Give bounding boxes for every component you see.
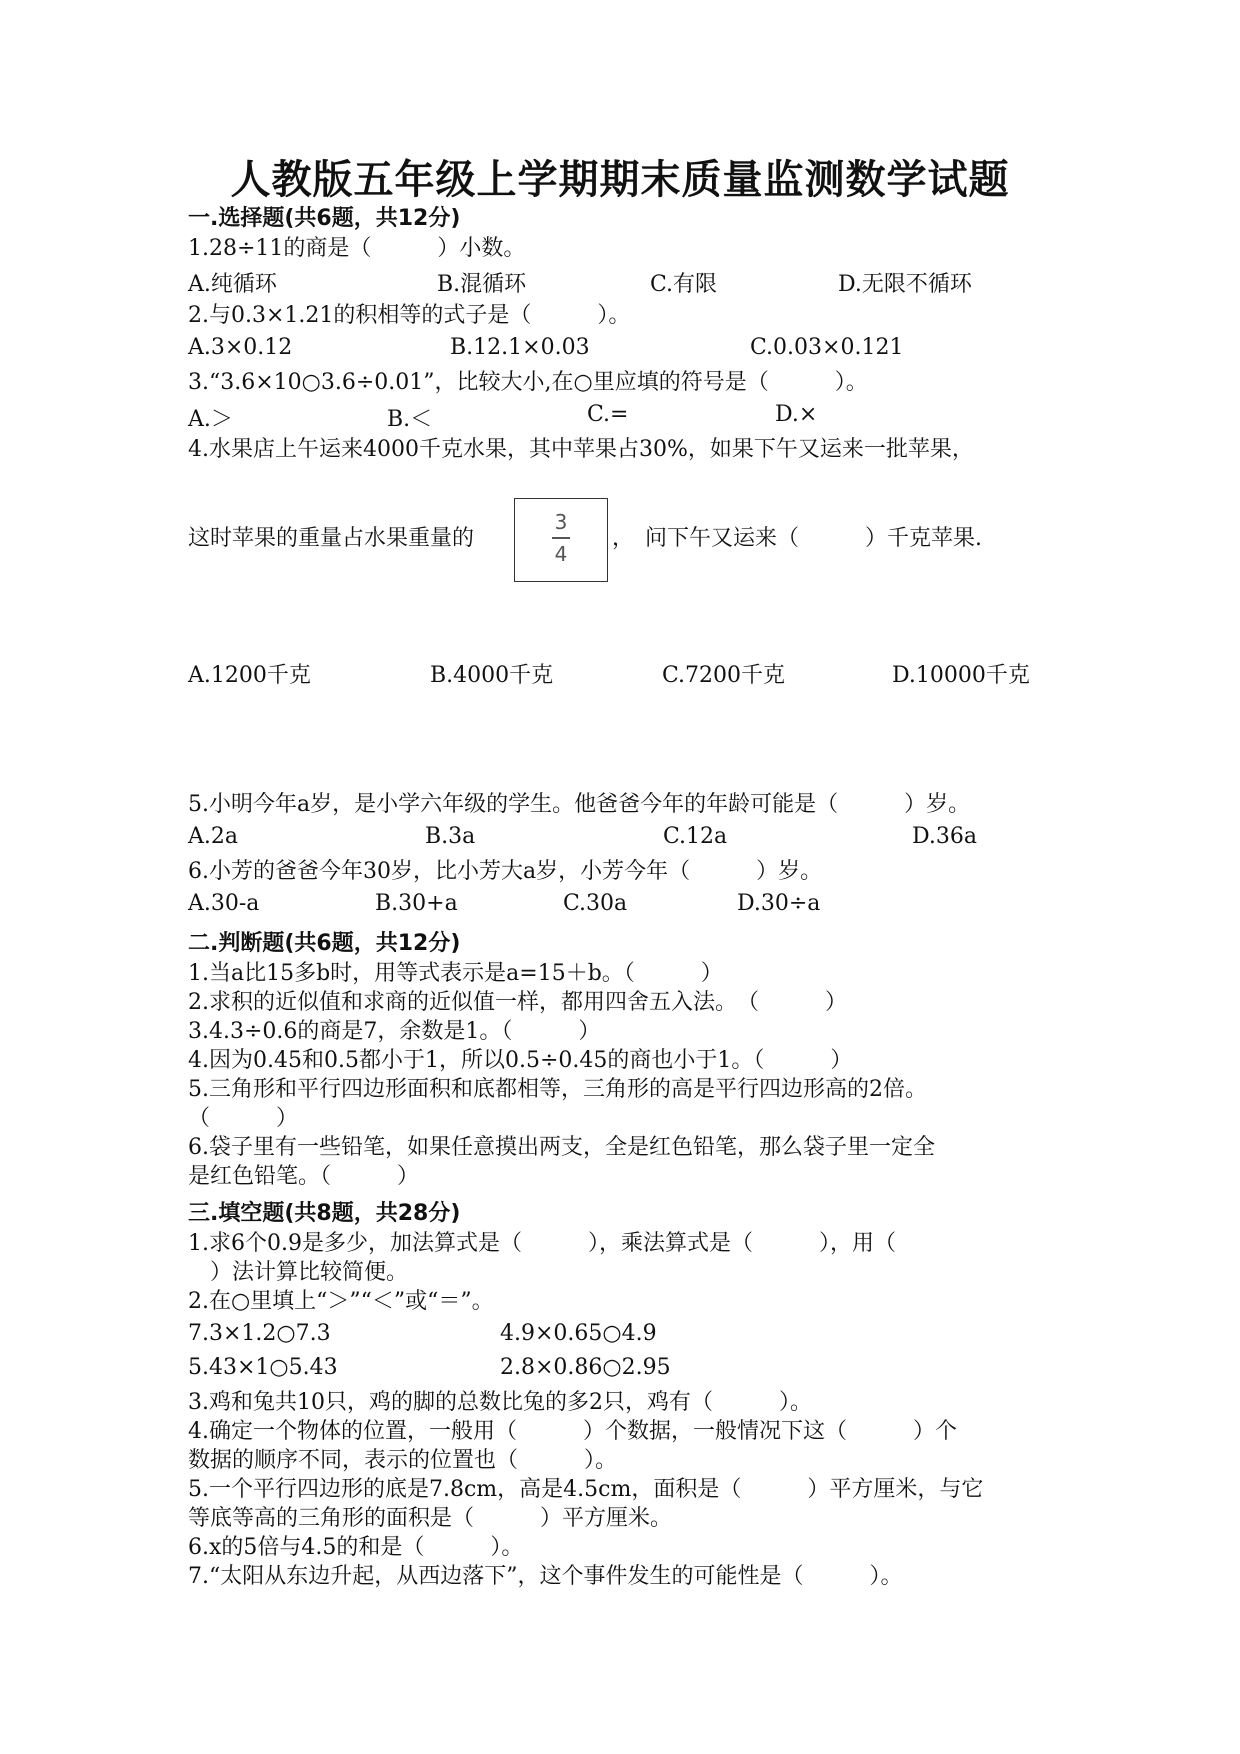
compare-expression: 2.8×0.86○2.95 — [500, 1355, 671, 1380]
option-b: B.4000千克 — [430, 663, 554, 688]
question-1-text: 1.28÷11的商是（ ）小数。 — [188, 236, 526, 261]
judge-item-continued: （ ） — [188, 1106, 299, 1131]
option-b: B.3a — [425, 824, 476, 849]
option-a: A.30-a — [188, 891, 260, 916]
option-d: D.× — [775, 402, 818, 427]
option-a: A.3×0.12 — [188, 335, 293, 360]
judge-item: 6.袋子里有一些铅笔，如果任意摸出两支，全是红色铅笔，那么袋子里一定全 — [188, 1135, 935, 1160]
fill-item-4: 4.确定一个物体的位置，一般用（ ）个数据，一般情况下这（ ）个 — [188, 1419, 957, 1444]
question-3-text: 3.“3.6×10○3.6÷0.01”，比较大小,在○里应填的符号是（ ）。 — [188, 370, 868, 395]
fill-item-5: 5.一个平行四边形的底是7.8cm，高是4.5cm，面积是（ ）平方厘米，与它 — [188, 1477, 984, 1502]
question-4-text-line2a: 这时苹果的重量占水果重量的 — [188, 526, 475, 551]
question-5-text: 5.小明今年a岁，是小学六年级的学生。他爸爸今年的年龄可能是（ ）岁。 — [188, 792, 971, 817]
judge-item: 1.当a比15多b时，用等式表示是a=15＋b。（ ） — [188, 961, 723, 986]
judge-item: 2.求积的近似值和求商的近似值一样，都用四舍五入法。 （ ） — [188, 990, 847, 1015]
fill-item-6: 6.x的5倍与4.5的和是（ ）。 — [188, 1535, 524, 1560]
question-2-options — [0, 335, 1240, 365]
option-a: A.1200千克 — [188, 663, 311, 688]
option-d: D.36a — [912, 824, 977, 849]
fill-item-4-continued: 数据的顺序不同，表示的位置也（ ）。 — [188, 1448, 618, 1473]
question-1-options — [0, 267, 1240, 297]
fraction — [515, 509, 607, 567]
question-4-text-line1: 4.水果店上午运来4000千克水果，其中苹果占30%，如果下午又运来一批苹果， — [188, 437, 974, 462]
fill-item-3: 3.鸡和兔共10只，鸡的脚的总数比兔的多2只，鸡有（ ）。 — [188, 1390, 812, 1415]
option-a: A.纯循环 — [188, 272, 277, 297]
fraction-numerator: 3 — [554, 510, 568, 534]
option-d: D.无限不循环 — [838, 272, 972, 297]
judge-item: 4.因为0.45和0.5都小于1，所以0.5÷0.45的商也小于1。（ ） — [188, 1048, 853, 1073]
fill-item-2-row1 — [0, 1321, 1240, 1351]
question-4-options — [0, 658, 1240, 688]
option-c: C.30a — [563, 891, 628, 916]
question-5-options — [0, 824, 1240, 854]
page-title: 人教版五年级上学期期末质量监测数学试题 — [230, 157, 1010, 203]
fill-item-7: 7.“太阳从东边升起，从西边落下”，这个事件发生的可能性是（ ）。 — [188, 1564, 903, 1589]
question-6-options — [0, 891, 1240, 921]
fraction-bar — [552, 537, 570, 539]
option-b: B.12.1×0.03 — [450, 335, 590, 360]
option-d: D.10000千克 — [892, 663, 1030, 688]
fill-item-2-row2 — [0, 1355, 1240, 1385]
option-c: C.7200千克 — [662, 663, 786, 688]
option-c: C.0.03×0.121 — [750, 335, 904, 360]
question-6-text: 6.小芳的爸爸今年30岁，比小芳大a岁，小芳今年（ ）岁。 — [188, 859, 823, 884]
fraction-image — [514, 498, 608, 582]
section-heading-choice: 一.选择题(共6题，共12分) — [188, 206, 461, 231]
compare-expression: 4.9×0.65○4.9 — [500, 1321, 657, 1346]
option-c: C.= — [587, 402, 629, 427]
fill-item-1-continued: ）法计算比较简便。 — [188, 1260, 409, 1285]
question-3-options — [0, 402, 1240, 432]
option-b: B.30+a — [375, 891, 458, 916]
option-d: D.30÷a — [737, 891, 821, 916]
option-a: A.2a — [188, 824, 238, 849]
fill-item-5-continued: 等底等高的三角形的面积是（ ）平方厘米。 — [188, 1506, 673, 1531]
judge-item: 5.三角形和平行四边形面积和底都相等，三角形的高是平行四边形高的2倍。 — [188, 1077, 927, 1102]
fill-item-2: 2.在○里填上“＞”“＜”或“＝”。 — [188, 1289, 494, 1314]
option-b: B.＜ — [387, 407, 433, 432]
fill-item-1: 1.求6个0.9是多少，加法算式是（ ），乘法算式是（ ），用（ — [188, 1231, 896, 1256]
question-4-text-line2b: ， 问下午又运来（ ）千克苹果. — [612, 526, 982, 551]
judge-item: 3.4.3÷0.6的商是7，余数是1。（ ） — [188, 1019, 601, 1044]
compare-expression: 5.43×1○5.43 — [188, 1355, 338, 1380]
fraction-denominator: 4 — [554, 541, 568, 566]
section-heading-fill: 三.填空题(共8题，共28分) — [188, 1201, 461, 1226]
compare-expression: 7.3×1.2○7.3 — [188, 1321, 331, 1346]
option-b: B.混循环 — [437, 272, 527, 297]
option-c: C.有限 — [650, 272, 718, 297]
question-2-text: 2.与0.3×1.21的积相等的式子是（ ）。 — [188, 303, 631, 328]
option-a: A.＞ — [188, 407, 233, 432]
section-heading-judge: 二.判断题(共6题，共12分) — [188, 931, 461, 956]
option-c: C.12a — [663, 824, 728, 849]
judge-item-continued: 是红色铅笔。（ ） — [188, 1164, 420, 1189]
